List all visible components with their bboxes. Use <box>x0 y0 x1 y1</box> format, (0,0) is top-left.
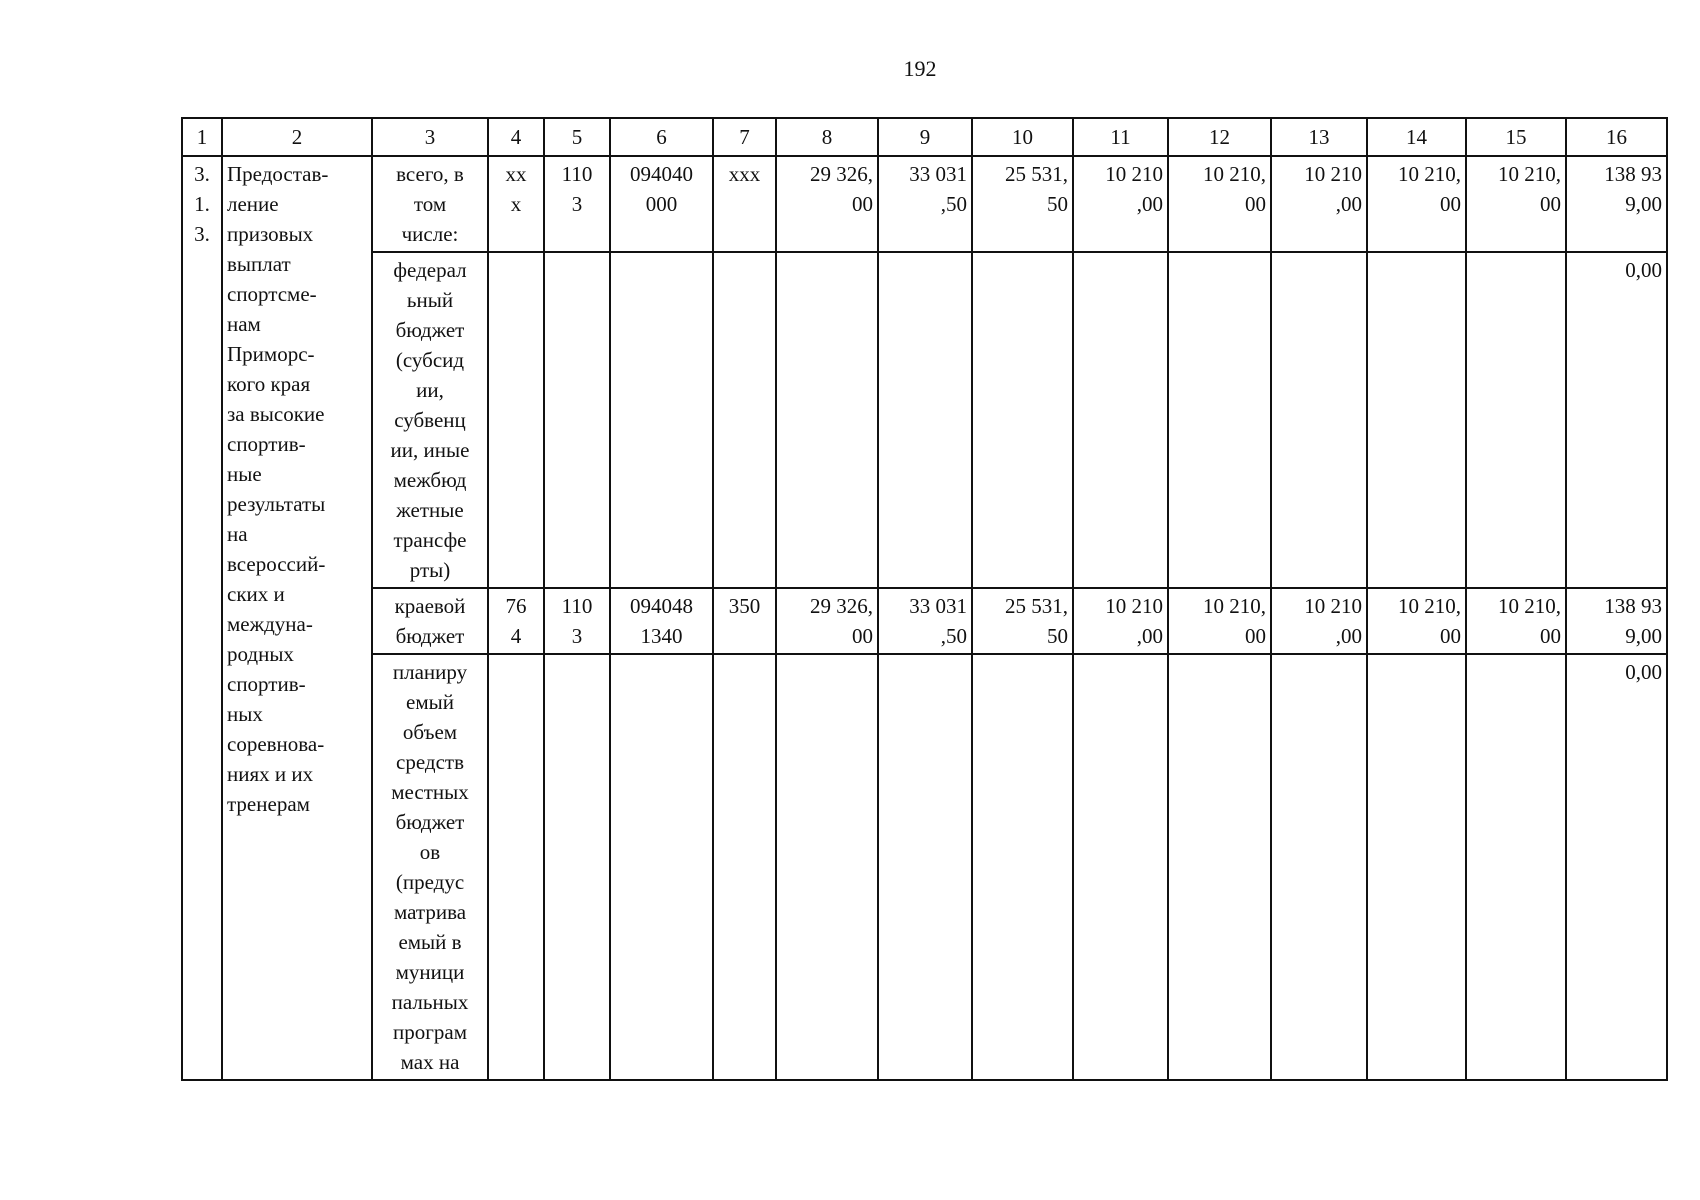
page-number: 192 <box>903 56 937 81</box>
cell-text-line: краевой <box>394 594 466 618</box>
cell-text-line: 1340 <box>640 624 683 648</box>
cell-text-line: субвенц <box>394 408 466 432</box>
cell-text-line: призовых <box>227 222 314 246</box>
cell-text-line: 00 <box>852 624 873 648</box>
cell-text-line: кого края <box>227 372 311 396</box>
cell-text-line: муници <box>395 960 465 984</box>
cell-text-line: 10 210 <box>1105 162 1163 186</box>
cell-text-line: пальных <box>391 990 469 1014</box>
description-cell <box>222 156 372 1080</box>
table-row <box>182 654 1667 1080</box>
cell-text-line: 25 531, <box>1005 162 1068 186</box>
cell-text-line: 0,00 <box>1625 258 1662 282</box>
cell-text-line: 094040 <box>630 162 693 186</box>
cell-text-line: ,50 <box>940 624 967 648</box>
cell-text-line: планиру <box>392 660 468 684</box>
cell-text-line: xxx <box>728 162 761 186</box>
cell-text-line: бюджет <box>395 624 465 648</box>
cell-text-line: 094048 <box>630 594 693 618</box>
cell-text-line: 00 <box>1440 192 1461 216</box>
cell-text-line: трансфе <box>393 528 467 552</box>
cell-text-line: ии, <box>416 378 444 402</box>
cell-text-line: том <box>413 192 447 216</box>
cell-text-line: 10 210 <box>1304 594 1362 618</box>
cell-text-line: 10 210, <box>1203 162 1266 186</box>
cell-col-8 <box>776 588 878 654</box>
cell-col-6 <box>610 156 713 252</box>
cell-text-line: родных <box>227 642 294 666</box>
cell-col-10 <box>972 588 1073 654</box>
cell-text-line: 138 93 <box>1604 162 1662 186</box>
cell-text-line: 00 <box>1245 192 1266 216</box>
cell-text-line: 00 <box>1540 192 1561 216</box>
cell-text-line: (предус <box>395 870 465 894</box>
cell-text-line: 10 210, <box>1398 594 1461 618</box>
cell-text-line: 10 210, <box>1498 162 1561 186</box>
cell-col-9 <box>878 654 972 1080</box>
cell-col-5 <box>544 156 610 252</box>
cell-col-12 <box>1168 588 1271 654</box>
cell-col-15 <box>1466 654 1566 1080</box>
source-cell <box>372 654 488 1080</box>
column-header: 6 <box>610 118 713 156</box>
column-header: 15 <box>1466 118 1566 156</box>
cell-text-line: спортив- <box>227 432 306 456</box>
cell-text-line: 3. <box>194 162 210 186</box>
cell-text-line: жетные <box>396 498 464 522</box>
cell-col-15 <box>1466 156 1566 252</box>
cell-text-line: 00 <box>1440 624 1461 648</box>
cell-text-line: ,00 <box>1136 192 1163 216</box>
column-header: 16 <box>1566 118 1667 156</box>
cell-col-9 <box>878 156 972 252</box>
cell-col-10 <box>972 252 1073 588</box>
cell-text-line: ление <box>227 192 279 216</box>
cell-text-line: ,00 <box>1335 192 1362 216</box>
row-id-cell <box>182 156 222 1080</box>
cell-text-line: xx <box>505 162 527 186</box>
cell-text-line: ьный <box>406 288 454 312</box>
cell-col-4 <box>488 156 544 252</box>
cell-text-line: спортсме- <box>227 282 317 306</box>
cell-text-line: 50 <box>1047 624 1068 648</box>
cell-col-14 <box>1367 252 1466 588</box>
cell-col-11 <box>1073 156 1168 252</box>
cell-text-line: средств <box>396 750 464 774</box>
cell-col-10 <box>972 156 1073 252</box>
cell-col-13 <box>1271 588 1367 654</box>
cell-text-line: 9,00 <box>1625 192 1662 216</box>
cell-text-line: результаты <box>227 492 326 516</box>
cell-col-8 <box>776 156 878 252</box>
cell-text-line: ов <box>419 840 441 864</box>
cell-text-line: Предостав- <box>227 162 329 186</box>
source-cell <box>372 588 488 654</box>
cell-col-13 <box>1271 156 1367 252</box>
cell-col-7 <box>713 156 776 252</box>
budget-table <box>181 117 1668 1081</box>
cell-col-16 <box>1566 654 1667 1080</box>
cell-col-4 <box>488 588 544 654</box>
cell-text-line: 10 210 <box>1304 162 1362 186</box>
cell-col-12 <box>1168 156 1271 252</box>
cell-col-6 <box>610 252 713 588</box>
table-row <box>182 588 1667 654</box>
cell-text-line: ные <box>227 462 262 486</box>
cell-text-line: 25 531, <box>1005 594 1068 618</box>
cell-text-line: 33 031 <box>909 594 967 618</box>
cell-text-line: 110 <box>561 594 593 618</box>
cell-text-line: 76 <box>505 594 527 618</box>
cell-text-line: 50 <box>1047 192 1068 216</box>
source-cell <box>372 156 488 252</box>
cell-text-line: нам <box>227 312 261 336</box>
column-header: 14 <box>1367 118 1466 156</box>
cell-text-line: 00 <box>852 192 873 216</box>
cell-text-line: федерал <box>393 258 467 282</box>
cell-text-line: ,50 <box>940 192 967 216</box>
cell-col-16 <box>1566 588 1667 654</box>
cell-col-4 <box>488 252 544 588</box>
cell-text-line: 00 <box>1245 624 1266 648</box>
cell-text-line: числе: <box>401 222 459 246</box>
column-header: 8 <box>776 118 878 156</box>
cell-text-line: ных <box>227 702 263 726</box>
cell-text-line: x <box>510 192 522 216</box>
cell-text-line: соревнова- <box>227 732 325 756</box>
cell-text-line: 10 210, <box>1498 594 1561 618</box>
cell-text-line: бюджет <box>395 318 465 342</box>
cell-text-line: ниях и их <box>227 762 314 786</box>
cell-text-line: 3 <box>571 624 583 648</box>
cell-text-line: емый <box>406 690 454 714</box>
column-header: 4 <box>488 118 544 156</box>
cell-text-line: 29 326, <box>810 162 873 186</box>
source-cell <box>372 252 488 588</box>
cell-text-line: 1. <box>194 192 210 216</box>
cell-text-line: рты) <box>409 558 451 582</box>
cell-col-16 <box>1566 156 1667 252</box>
cell-col-12 <box>1168 252 1271 588</box>
cell-text-line: 3 <box>571 192 583 216</box>
cell-col-9 <box>878 252 972 588</box>
column-header: 12 <box>1168 118 1271 156</box>
cell-text-line: 350 <box>728 594 761 618</box>
cell-col-7 <box>713 588 776 654</box>
cell-text-line: 3. <box>194 222 210 246</box>
column-header: 9 <box>878 118 972 156</box>
column-number-row <box>182 118 1667 156</box>
cell-text-line: 33 031 <box>909 162 967 186</box>
cell-text-line: местных <box>391 780 469 804</box>
cell-text-line: бюджет <box>395 810 465 834</box>
cell-text-line: матрива <box>393 900 467 924</box>
cell-text-line: 10 210 <box>1105 594 1163 618</box>
cell-text-line: емый в <box>398 930 462 954</box>
cell-text-line: межбюд <box>393 468 467 492</box>
cell-text-line: 10 210, <box>1203 594 1266 618</box>
column-header: 10 <box>972 118 1073 156</box>
cell-col-12 <box>1168 654 1271 1080</box>
cell-text-line: ,00 <box>1335 624 1362 648</box>
cell-col-11 <box>1073 588 1168 654</box>
column-header: 11 <box>1073 118 1168 156</box>
cell-text-line: 10 210, <box>1398 162 1461 186</box>
table-row <box>182 252 1667 588</box>
cell-col-7 <box>713 252 776 588</box>
cell-col-11 <box>1073 654 1168 1080</box>
column-header: 2 <box>222 118 372 156</box>
cell-col-13 <box>1271 654 1367 1080</box>
cell-text-line: спортив- <box>227 672 306 696</box>
cell-text-line: 4 <box>510 624 522 648</box>
cell-col-8 <box>776 252 878 588</box>
cell-text-line: 9,00 <box>1625 624 1662 648</box>
cell-col-6 <box>610 654 713 1080</box>
cell-text-line: объем <box>402 720 458 744</box>
cell-text-line: всероссий- <box>227 552 326 576</box>
cell-col-10 <box>972 654 1073 1080</box>
cell-text-line: 29 326, <box>810 594 873 618</box>
cell-col-7 <box>713 654 776 1080</box>
cell-text-line: програм <box>393 1020 467 1044</box>
cell-col-8 <box>776 654 878 1080</box>
cell-col-13 <box>1271 252 1367 588</box>
column-header: 1 <box>182 118 222 156</box>
cell-col-9 <box>878 588 972 654</box>
column-header: 13 <box>1271 118 1367 156</box>
cell-text-line: тренерам <box>227 792 310 816</box>
cell-col-15 <box>1466 588 1566 654</box>
column-header: 3 <box>372 118 488 156</box>
cell-col-5 <box>544 252 610 588</box>
cell-text-line: на <box>227 522 248 546</box>
cell-col-11 <box>1073 252 1168 588</box>
cell-text-line: мах на <box>400 1050 460 1074</box>
cell-col-16 <box>1566 252 1667 588</box>
cell-text-line: ,00 <box>1136 624 1163 648</box>
cell-text-line: за высокие <box>227 402 325 426</box>
column-header: 7 <box>713 118 776 156</box>
cell-text-line: ии, иные <box>390 438 470 462</box>
cell-col-4 <box>488 654 544 1080</box>
cell-text-line: 00 <box>1540 624 1561 648</box>
cell-text-line: (субсид <box>395 348 465 372</box>
cell-col-15 <box>1466 252 1566 588</box>
cell-text-line: междуна- <box>227 612 313 636</box>
cell-text-line: ских и <box>227 582 285 606</box>
cell-col-14 <box>1367 654 1466 1080</box>
cell-col-14 <box>1367 588 1466 654</box>
cell-text-line: всего, в <box>396 162 464 186</box>
cell-text-line: 0,00 <box>1625 660 1662 684</box>
cell-col-5 <box>544 588 610 654</box>
table-row <box>182 156 1667 252</box>
cell-text-line: 000 <box>645 192 678 216</box>
cell-text-line: 138 93 <box>1604 594 1662 618</box>
cell-col-6 <box>610 588 713 654</box>
cell-col-14 <box>1367 156 1466 252</box>
cell-text-line: 110 <box>561 162 593 186</box>
cell-col-5 <box>544 654 610 1080</box>
column-header: 5 <box>544 118 610 156</box>
cell-text-line: выплат <box>227 252 291 276</box>
cell-text-line: Приморс- <box>227 342 315 366</box>
